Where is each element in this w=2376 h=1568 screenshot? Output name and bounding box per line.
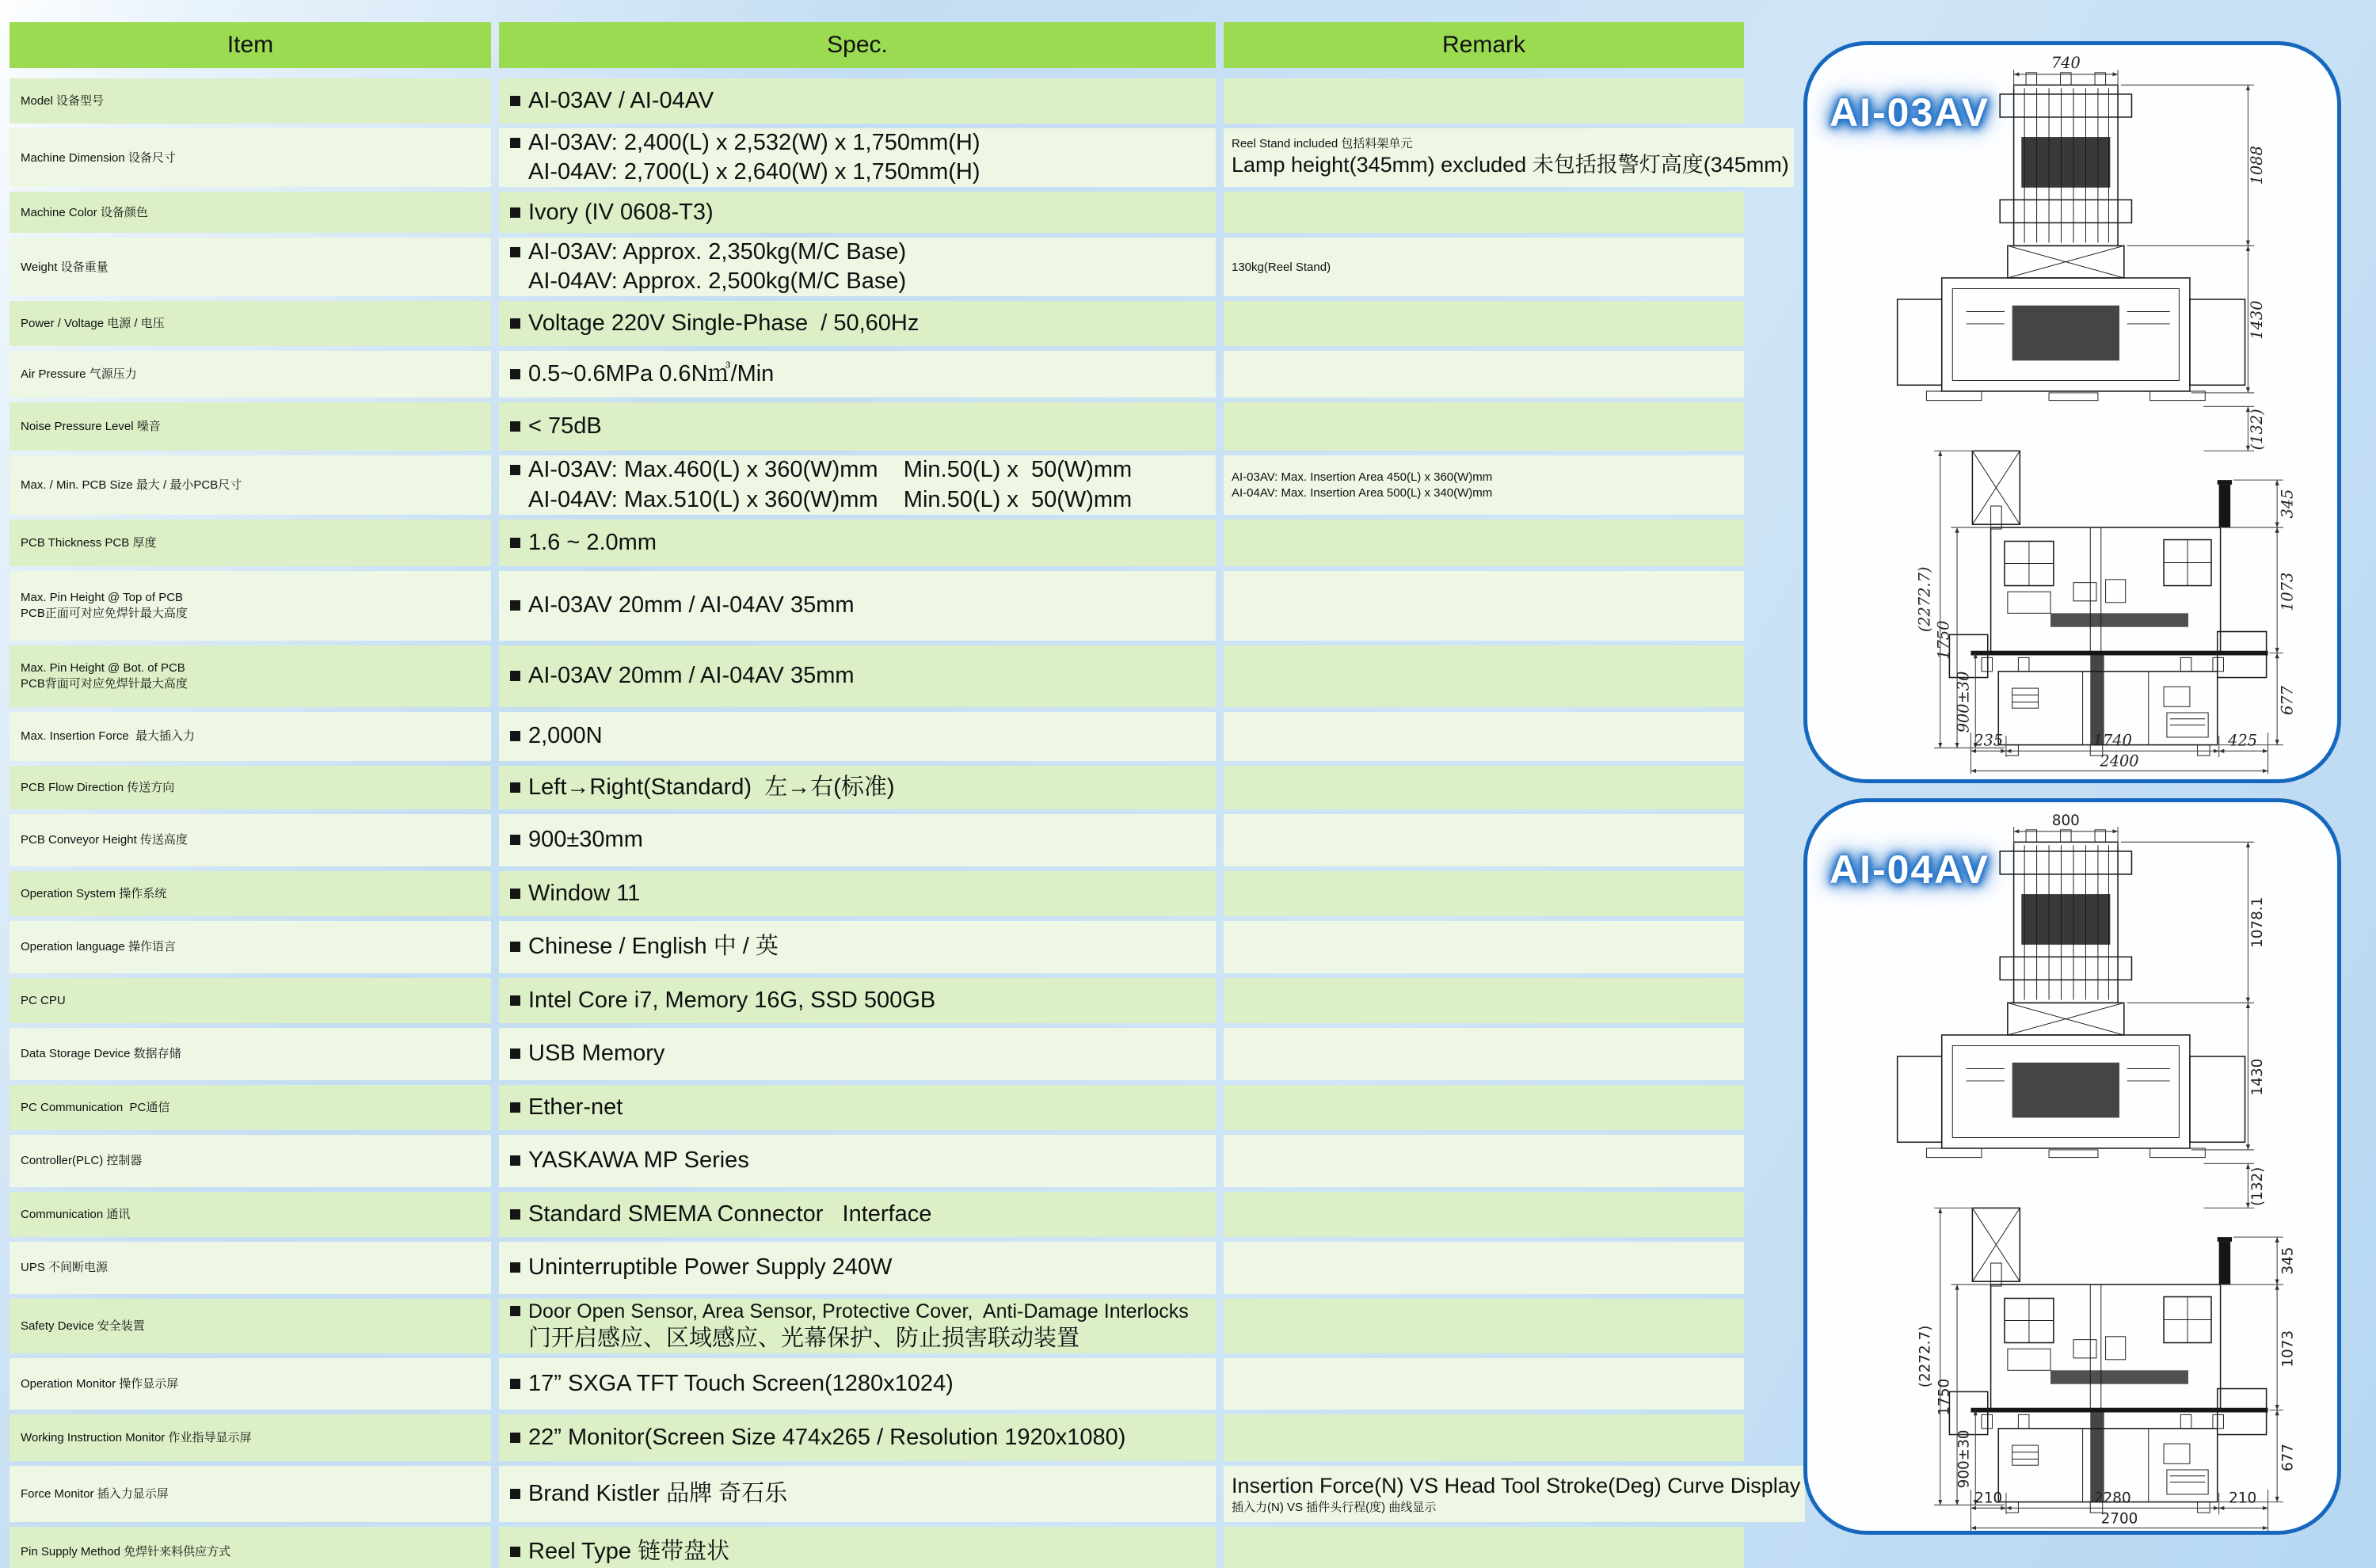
header-item: Item — [10, 22, 491, 68]
spec-cell — [499, 351, 1216, 398]
item-label: PCB Flow Direction 传送方向 — [21, 780, 175, 794]
spec-line — [510, 1537, 1216, 1566]
spec-line — [510, 455, 1216, 485]
dimension-label: 800 — [2051, 813, 2080, 830]
dimension-label: (132) — [2247, 409, 2266, 451]
remark-cell — [1224, 1358, 1744, 1410]
bullet-icon — [510, 1102, 520, 1113]
spec-text: 17” SXGA TFT Touch Screen(1280x1024) — [528, 1370, 954, 1396]
item-label: UPS 不间断电源 — [21, 1261, 109, 1275]
spec-cell — [499, 1028, 1216, 1080]
spec-text: Intel Core i7, Memory 16G, SSD 500GB — [528, 987, 936, 1013]
item-label: PCB Conveyor Height 传送高度 — [21, 833, 188, 847]
dimension-label: 210 — [2229, 1490, 2257, 1507]
spec-line — [510, 986, 1216, 1015]
item-label: Operation Monitor 操作显示屏 — [21, 1376, 179, 1391]
item-cell — [10, 814, 491, 866]
dimension-label: 235 — [1974, 731, 2004, 750]
bullet-icon — [510, 995, 520, 1006]
item-cell — [10, 571, 491, 641]
spec-line — [510, 1423, 1216, 1452]
spec-line — [510, 198, 1216, 227]
table-row — [10, 1192, 1744, 1237]
remark-cell — [1224, 402, 1744, 451]
spec-cell — [499, 1192, 1216, 1237]
dimension-label: 1078.1 — [2248, 896, 2266, 948]
table-row — [10, 351, 1744, 398]
spec-cell — [499, 238, 1216, 296]
spec-cell — [499, 519, 1216, 566]
spec-line — [510, 86, 1216, 116]
table-row — [10, 766, 1744, 809]
technical-drawing-ai03av — [1812, 47, 2335, 782]
spec-cell — [499, 1299, 1216, 1353]
item-cell — [10, 921, 491, 973]
item-label: PCB背面可对应免焊针最大高度 — [21, 676, 188, 691]
bullet-icon — [510, 138, 520, 148]
bullet-icon — [510, 1489, 520, 1499]
remark-cell — [1224, 766, 1744, 809]
spec-line — [510, 591, 1216, 620]
remark-text: 插入力(N) VS 插件头行程(度) 曲线显示 — [1232, 1500, 1437, 1514]
spec-cell — [499, 1527, 1216, 1568]
spec-text: Uninterruptible Power Supply 240W — [528, 1254, 893, 1281]
remark-cell — [1224, 1414, 1744, 1461]
dimension-label: 345 — [2278, 489, 2297, 519]
item-label: Safety Device 安全装置 — [21, 1319, 145, 1333]
spec-line — [510, 267, 1216, 296]
spec-text: AI-04AV: 2,700(L) x 2,640(W) x 1,750mm(H) — [528, 159, 980, 185]
table-row — [10, 712, 1744, 761]
remark-cell — [1224, 78, 1744, 124]
machine-front-view — [1949, 1208, 2267, 1513]
machine-front-view — [1949, 451, 2267, 755]
dimension-label: 1740 — [2092, 731, 2132, 750]
model-label-ai04av: AI-04AV — [1830, 847, 1990, 892]
item-label: PCB正面可对应免焊针最大高度 — [21, 606, 188, 620]
spec-line — [510, 661, 1216, 691]
drawing-panel-ai03av — [1803, 41, 2341, 783]
remark-cell — [1224, 128, 1794, 187]
spec-cell — [499, 1135, 1216, 1187]
table-row — [10, 402, 1744, 451]
bullet-icon — [510, 1379, 520, 1389]
remark-cell — [1224, 238, 1744, 296]
remark-text: Lamp height(345mm) excluded 未包括报警灯高度(345mm) — [1232, 153, 1789, 177]
spec-text: 1.6 ~ 2.0mm — [528, 529, 657, 555]
item-label: Pin Supply Method 免焊针来料供应方式 — [21, 1544, 231, 1558]
spec-line — [510, 238, 1216, 267]
table-row — [10, 78, 1744, 124]
item-cell — [10, 978, 491, 1023]
item-label: Air Pressure 气源压力 — [21, 367, 137, 382]
bullet-icon — [510, 731, 520, 741]
dimension-label: 677 — [2278, 686, 2297, 715]
item-label: Weight 设备重量 — [21, 260, 109, 274]
spec-line — [510, 1253, 1216, 1282]
item-cell — [10, 1466, 491, 1522]
item-cell — [10, 1135, 491, 1187]
remark-cell — [1224, 1028, 1744, 1080]
spec-line — [510, 1369, 1216, 1399]
item-cell — [10, 1527, 491, 1568]
spec-text: 900±30mm — [528, 827, 643, 853]
table-row — [10, 921, 1744, 973]
spec-line — [510, 1200, 1216, 1229]
spec-cell — [499, 766, 1216, 809]
remark-cell — [1224, 571, 1744, 641]
item-label: Operation System 操作系统 — [21, 886, 167, 900]
spec-line — [510, 1093, 1216, 1122]
dimension-label: 425 — [2228, 731, 2258, 750]
spec-line — [510, 128, 1216, 158]
spec-text: Standard SMEMA Connector Interface — [528, 1201, 932, 1227]
remark-cell — [1224, 351, 1744, 398]
remark-text: 130kg(Reel Stand) — [1232, 260, 1331, 274]
bullet-icon — [510, 318, 520, 329]
bullet-icon — [510, 1209, 520, 1220]
bullet-icon — [510, 835, 520, 845]
spec-text: AI-03AV: Max.460(L) x 360(W)mm Min.50(L) x 50(W)mm — [528, 457, 1133, 483]
spec-line — [510, 1146, 1216, 1175]
table-row — [10, 301, 1744, 346]
item-label: Communication 通讯 — [21, 1207, 131, 1221]
spec-text: < 75dB — [528, 413, 602, 440]
remark-cell — [1224, 814, 1744, 866]
item-cell — [10, 1028, 491, 1080]
item-label: Machine Color 设备颜色 — [21, 205, 148, 219]
table-row — [10, 128, 1789, 187]
drawing-panel-ai04av — [1803, 798, 2341, 1535]
spec-text: Reel Type 链带盘状 — [528, 1538, 730, 1564]
spec-line — [510, 825, 1216, 854]
remark-cell — [1224, 921, 1744, 973]
spec-text: 门开启感应、区域感应、光幕保护、防止损害联动装置 — [528, 1325, 1080, 1351]
bullet-icon — [510, 671, 520, 681]
item-label: PC Communication PC通信 — [21, 1100, 170, 1114]
table-row — [10, 1358, 1744, 1410]
bullet-icon — [510, 942, 520, 952]
item-label: Data Storage Device 数据存储 — [21, 1047, 181, 1061]
spec-cell — [499, 571, 1216, 641]
dimension-label: 2400 — [2100, 752, 2139, 771]
bullet-icon — [510, 1262, 520, 1273]
dimension-label: 1088 — [2247, 146, 2266, 185]
remark-cell — [1224, 871, 1744, 916]
spec-table — [10, 22, 1801, 1568]
dimension-label: 210 — [1974, 1490, 2003, 1507]
item-cell — [10, 1192, 491, 1237]
table-row — [10, 455, 1744, 514]
item-label: Power / Voltage 电源 / 电压 — [21, 317, 165, 331]
item-cell — [10, 128, 491, 187]
remark-text: AI-03AV: Max. Insertion Area 450(L) x 360(W)mm — [1232, 470, 1493, 485]
spec-text: Voltage 220V Single-Phase / 50,60Hz — [528, 310, 920, 337]
spec-line — [510, 158, 1216, 187]
table-row — [10, 1085, 1744, 1130]
dimension-label: 1073 — [2278, 572, 2297, 611]
remark-cell — [1224, 519, 1744, 566]
spec-text: Window 11 — [528, 880, 641, 906]
spec-cell — [499, 1466, 1216, 1522]
spec-text: 0.5~0.6MPa 0.6N㎥/Min — [528, 361, 775, 387]
remark-cell — [1224, 645, 1744, 707]
item-cell — [10, 301, 491, 346]
header-remark: Remark — [1224, 22, 1744, 68]
dimension-label: (2272.7) — [1917, 1325, 1934, 1388]
item-cell — [10, 351, 491, 398]
spec-line — [510, 528, 1216, 558]
item-label: Max. Insertion Force 最大插入力 — [21, 729, 196, 744]
bullet-icon — [510, 1155, 520, 1166]
spec-text: AI-03AV: 2,400(L) x 2,532(W) x 1,750mm(H) — [528, 130, 980, 155]
remark-cell — [1224, 192, 1744, 233]
spec-line — [510, 773, 1216, 802]
dimension-label: 900±30 — [1955, 1429, 1973, 1489]
item-cell — [10, 1242, 491, 1294]
table-row — [10, 978, 1744, 1023]
bullet-icon — [510, 465, 520, 475]
spec-cell — [499, 1085, 1216, 1130]
spec-line — [510, 412, 1216, 441]
spec-cell — [499, 192, 1216, 233]
table-row — [10, 1527, 1744, 1568]
item-label: Force Monitor 插入力显示屏 — [21, 1486, 169, 1501]
item-label: Model 设备型号 — [21, 93, 105, 108]
item-cell — [10, 871, 491, 916]
dimension-label: 1430 — [2248, 1058, 2266, 1096]
spec-text: AI-03AV / AI-04AV — [528, 87, 714, 113]
bullet-icon — [510, 1049, 520, 1059]
dimension-label: 1073 — [2279, 1330, 2297, 1368]
table-row — [10, 645, 1744, 707]
remark-cell — [1224, 1527, 1744, 1568]
remark-cell — [1224, 1242, 1744, 1294]
table-body — [10, 78, 1801, 1568]
item-cell — [10, 519, 491, 566]
spec-line — [510, 1039, 1216, 1068]
dimension-label: (132) — [2248, 1166, 2266, 1207]
table-row — [10, 871, 1744, 916]
bullet-icon — [510, 889, 520, 899]
spec-text: 2,000N — [528, 723, 603, 749]
item-label: Max. / Min. PCB Size 最大 / 最小PCB尺寸 — [21, 478, 242, 492]
item-cell — [10, 238, 491, 296]
remark-cell — [1224, 1466, 1805, 1522]
dimension-label: 900±30 — [1954, 671, 1973, 733]
item-cell — [10, 712, 491, 761]
spec-text: AI-04AV: Max.510(L) x 360(W)mm Min.50(L) x 50(W)mm — [528, 486, 1133, 512]
spec-cell — [499, 1414, 1216, 1461]
spec-line — [510, 879, 1216, 908]
bullet-icon — [510, 538, 520, 548]
item-label: Noise Pressure Level 噪音 — [21, 420, 161, 434]
table-row — [10, 1466, 1801, 1522]
spec-cell — [499, 402, 1216, 451]
table-row — [10, 1414, 1744, 1461]
spec-cell — [499, 455, 1216, 514]
spec-line — [510, 485, 1216, 515]
spec-cell — [499, 1242, 1216, 1294]
item-cell — [10, 1414, 491, 1461]
spec-cell — [499, 128, 1216, 187]
remark-text: AI-04AV: Max. Insertion Area 500(L) x 340(W)mm — [1232, 485, 1493, 500]
bullet-icon — [510, 247, 520, 257]
remark-cell — [1224, 1192, 1744, 1237]
bullet-icon — [510, 1547, 520, 1557]
technical-drawing-ai04av — [1812, 804, 2335, 1535]
bullet-icon — [510, 369, 520, 379]
spec-cell — [499, 978, 1216, 1023]
table-header-row — [10, 22, 1744, 68]
bullet-icon — [510, 1433, 520, 1443]
spec-cell — [499, 1358, 1216, 1410]
table-row — [10, 1028, 1744, 1080]
bullet-icon — [510, 782, 520, 793]
spec-line — [510, 1324, 1216, 1353]
item-cell — [10, 78, 491, 124]
spec-text: Door Open Sensor, Area Sensor, Protective Cover, Anti-Damage Interlocks — [528, 1300, 1189, 1323]
spec-text: Ivory (IV 0608-T3) — [528, 199, 714, 225]
spec-line — [510, 309, 1216, 338]
table-row — [10, 1299, 1744, 1353]
item-label: Operation language 操作语言 — [21, 940, 176, 954]
item-cell — [10, 1358, 491, 1410]
bullet-icon — [510, 600, 520, 611]
header-spec: Spec. — [499, 22, 1216, 68]
spec-text: Chinese / English 中 / 英 — [528, 934, 779, 960]
table-row — [10, 519, 1744, 566]
item-cell — [10, 192, 491, 233]
spec-cell — [499, 871, 1216, 916]
spec-cell — [499, 921, 1216, 973]
spec-text: AI-03AV 20mm / AI-04AV 35mm — [528, 592, 855, 618]
spec-line — [510, 932, 1216, 961]
item-cell — [10, 455, 491, 514]
remark-cell — [1224, 978, 1744, 1023]
table-row — [10, 1242, 1744, 1294]
item-cell — [10, 1299, 491, 1353]
remark-text: Insertion Force(N) VS Head Tool Stroke(Deg) Curve Display — [1232, 1474, 1801, 1498]
item-cell — [10, 402, 491, 451]
table-row — [10, 1135, 1744, 1187]
spec-text: AI-04AV: Approx. 2,500kg(M/C Base) — [528, 268, 907, 295]
dimension-label: 1430 — [2247, 300, 2266, 340]
remark-cell — [1224, 1299, 1744, 1353]
item-cell — [10, 645, 491, 707]
spec-line — [510, 1479, 1216, 1509]
table-row — [10, 814, 1744, 866]
spec-text: Ether-net — [528, 1094, 623, 1120]
spec-cell — [499, 712, 1216, 761]
remark-cell — [1224, 1085, 1744, 1130]
spec-text: YASKAWA MP Series — [528, 1147, 749, 1174]
dimension-label: (2272.7) — [1915, 566, 1934, 633]
dimension-label: 740 — [2050, 54, 2081, 73]
item-label: PCB Thickness PCB 厚度 — [21, 535, 157, 550]
dimension-label: 2280 — [2093, 1490, 2131, 1507]
table-row — [10, 192, 1744, 233]
spec-text: Left→Right(Standard) 左→右(标准) — [528, 774, 895, 800]
table-row — [10, 238, 1744, 296]
dimension-label: 677 — [2279, 1444, 2297, 1472]
dimension-label: 2700 — [2100, 1510, 2138, 1528]
dimension-label: 345 — [2279, 1246, 2297, 1275]
spec-text: AI-03AV 20mm / AI-04AV 35mm — [528, 663, 855, 689]
spec-text: Brand Kistler 品牌 奇石乐 — [528, 1480, 788, 1506]
dimension-label: 1750 — [1934, 620, 1953, 660]
spec-text: 22” Monitor(Screen Size 474x265 / Resolution 1920x1080) — [528, 1424, 1126, 1450]
spec-text: USB Memory — [528, 1041, 665, 1067]
item-label: Working Instruction Monitor 作业指导显示屏 — [21, 1430, 252, 1444]
spec-cell — [499, 814, 1216, 866]
item-cell — [10, 1085, 491, 1130]
item-cell — [10, 766, 491, 809]
bullet-icon — [510, 421, 520, 432]
model-label-ai03av: AI-03AV — [1830, 90, 1990, 135]
item-label: Max. Pin Height @ Bot. of PCB — [21, 661, 185, 676]
item-label: Max. Pin Height @ Top of PCB — [21, 591, 184, 605]
spec-cell — [499, 301, 1216, 346]
bullet-icon — [510, 96, 520, 106]
item-label: Machine Dimension 设备尺寸 — [21, 150, 176, 165]
bullet-icon — [510, 1306, 520, 1316]
dimension-label: 1750 — [1936, 1378, 1953, 1416]
spec-line — [510, 360, 1216, 389]
remark-cell — [1224, 301, 1744, 346]
remark-cell — [1224, 1135, 1744, 1187]
table-row — [10, 571, 1744, 641]
spec-text: AI-03AV: Approx. 2,350kg(M/C Base) — [528, 239, 907, 265]
remark-cell — [1224, 712, 1744, 761]
remark-text: Reel Stand included 包括料架单元 — [1232, 137, 1413, 151]
spec-cell — [499, 645, 1216, 707]
spec-line — [510, 1299, 1216, 1324]
remark-cell — [1224, 455, 1744, 514]
item-label: Controller(PLC) 控制器 — [21, 1154, 143, 1168]
spec-cell — [499, 78, 1216, 124]
item-label: PC CPU — [21, 993, 66, 1007]
spec-line — [510, 721, 1216, 751]
bullet-icon — [510, 207, 520, 218]
